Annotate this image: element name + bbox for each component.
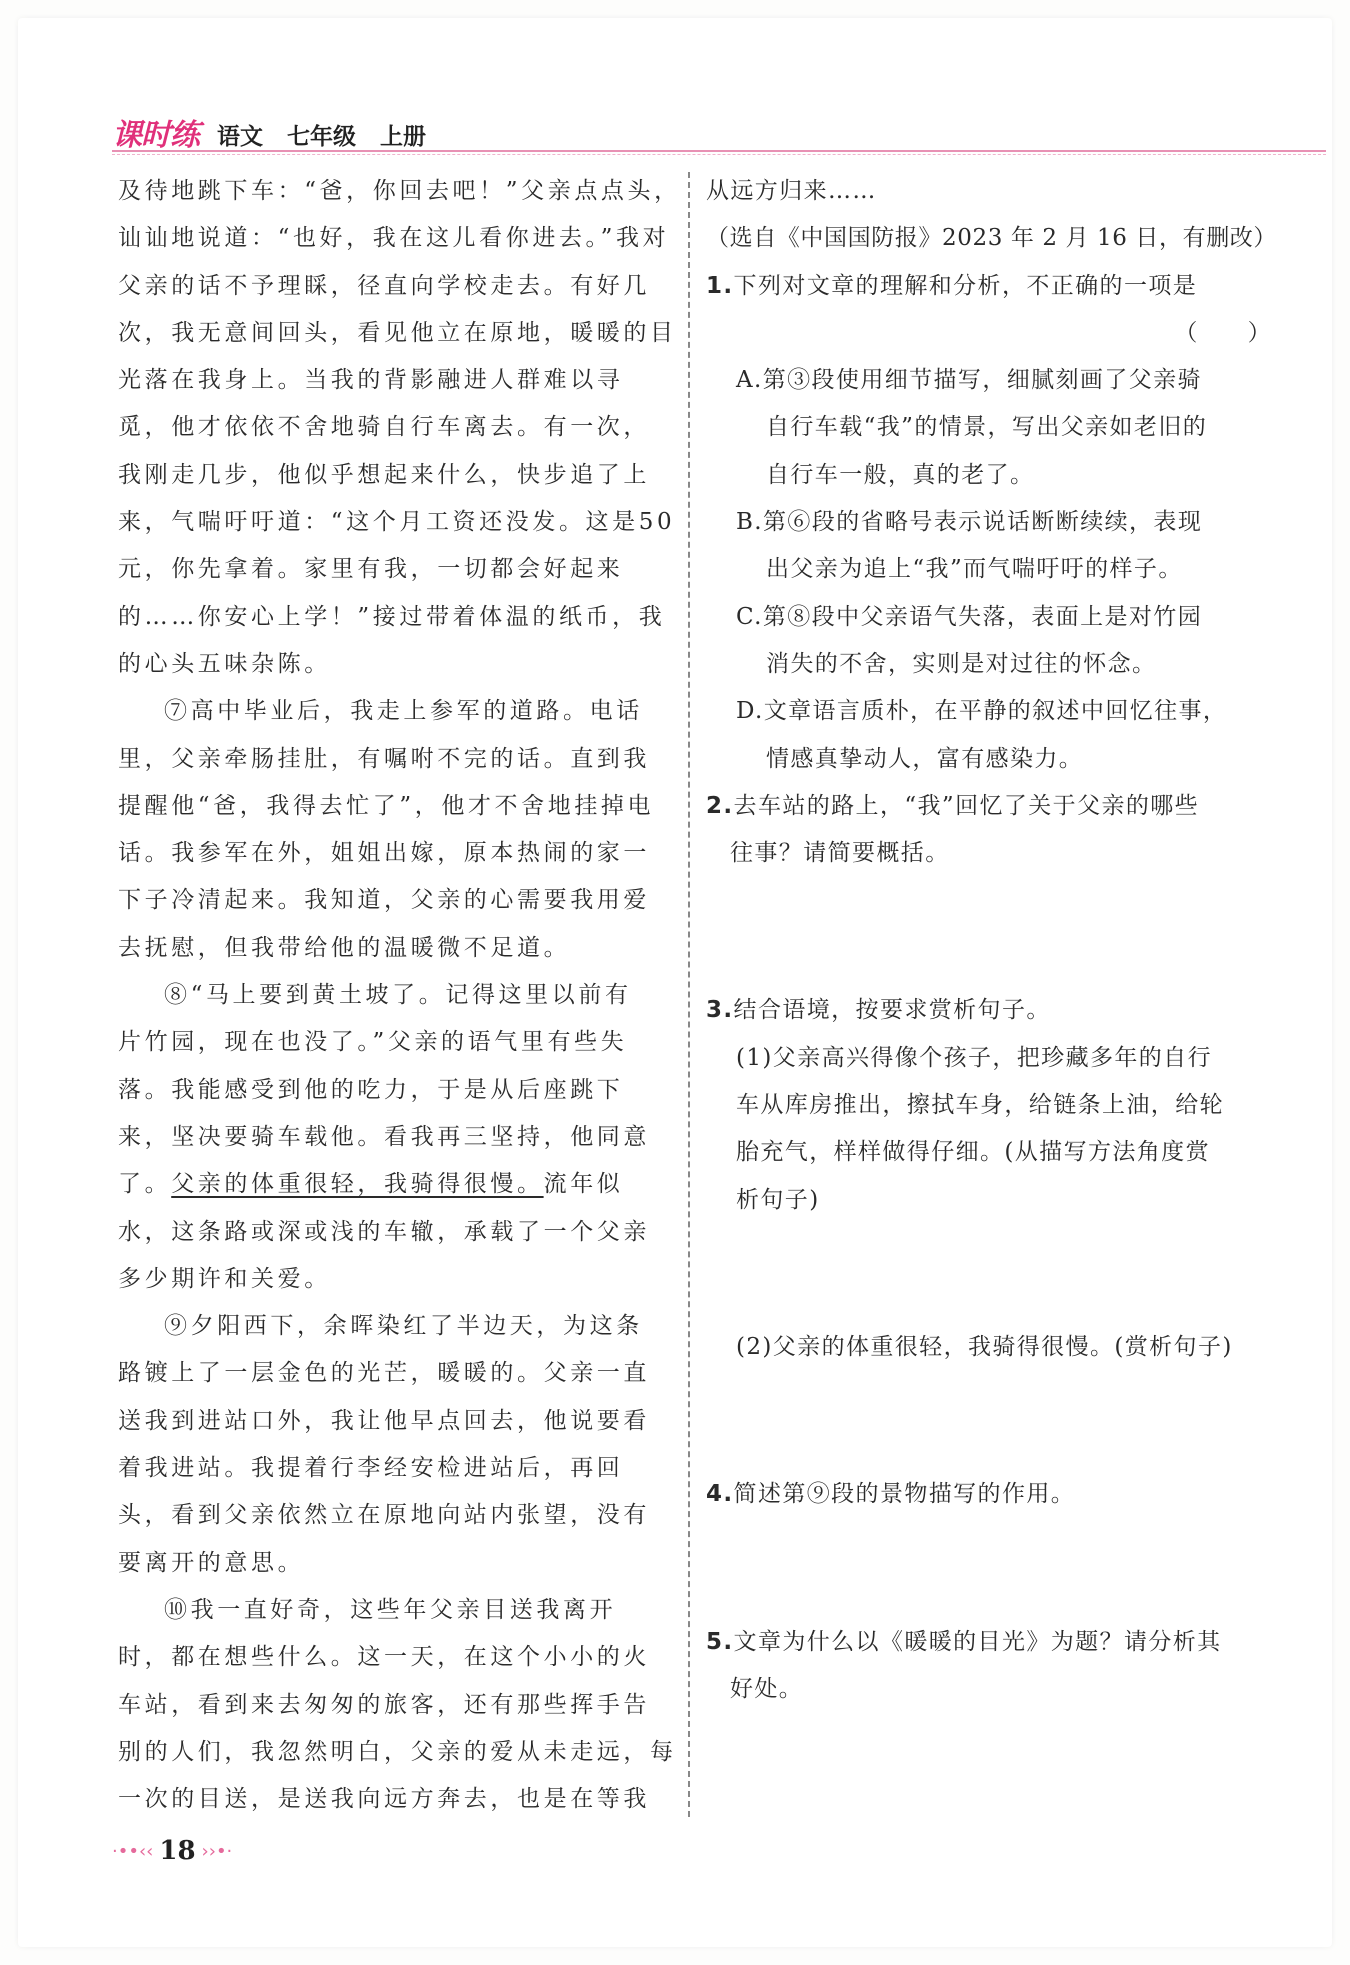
questions-column xyxy=(706,168,1278,1713)
text-line: 觅，他才依依不舍地骑自行车离去。有一次， xyxy=(118,414,650,441)
question-3: 3.结合语境，按要求赏析句子。 xyxy=(706,997,1051,1024)
page-footer xyxy=(112,1836,232,1866)
option-B[interactable] xyxy=(706,499,1278,594)
question-2: 2.去车站的路上，“我”回忆了关于父亲的哪些 xyxy=(706,792,1200,819)
article-source: （选自《中国国防报》2023 年 2 月 16 日，有删改） xyxy=(706,225,1277,252)
text-line: ⑨夕阳西下，余晖染红了半边天，为这条 xyxy=(164,1313,643,1340)
underlined-sentence: 父亲的体重很轻，我骑得很慢。 xyxy=(171,1171,544,1198)
option-line: B.第⑥段的省略号表示说话断断续续，表现 xyxy=(736,509,1203,536)
text-line: 的……你安心上学！”接过带着体温的纸币，我 xyxy=(118,603,666,630)
sub-question-line: 胎充气，样样做得仔细。(从描写方法角度赏 xyxy=(736,1139,1210,1166)
brand-logo: 课时练 xyxy=(112,118,199,153)
text-line: ⑦高中毕业后，我走上参军的道路。电话 xyxy=(164,698,643,725)
text-line: 路镀上了一层金色的光芒，暖暖的。父亲一直 xyxy=(118,1360,650,1387)
question-2-cont: 往事？请简要概括。 xyxy=(730,840,950,867)
sub-question-line: 车从库房推出，擦拭车身，给链条上油，给轮 xyxy=(736,1092,1224,1119)
option-C[interactable] xyxy=(706,594,1278,689)
option-line: 自行车载“我”的情景，写出父亲如老旧的 xyxy=(766,414,1208,441)
question-1-options xyxy=(706,357,1278,783)
question-5: 5.文章为什么以《暖暖的目光》为题？请分析其 xyxy=(706,1628,1222,1655)
text-line: 别的人们，我忽然明白，父亲的爱从未走远，每 xyxy=(118,1738,677,1765)
article-continuation: 从远方归来…… xyxy=(706,178,877,204)
text-line: 时，都在想些什么。这一天，在这个小小的火 xyxy=(118,1644,650,1671)
question-3-sub-1 xyxy=(706,1035,1278,1224)
text-line: 话。我参军在外，姐姐出嫁，原本热闹的家一 xyxy=(118,840,650,867)
text-line: 送我到进站口外，我让他早点回去，他说要看 xyxy=(118,1407,650,1434)
text-line: 元，你先拿着。家里有我，一切都会好起来 xyxy=(118,556,624,583)
text-line: 及待地跳下车：“爸，你回去吧！”父亲点点头， xyxy=(118,178,681,204)
text-line: 着我进站。我提着行李经安检进站后，再回 xyxy=(118,1455,624,1482)
decor-dots-icon: ·••‹‹ xyxy=(112,1840,154,1862)
text-line: ⑩我一直好奇，这些年父亲目送我离开 xyxy=(164,1596,617,1623)
text-line: 多少期许和关爱。 xyxy=(118,1265,331,1292)
option-D[interactable] xyxy=(706,688,1278,783)
text-line: 讪讪地说道：“也好，我在这儿看你进去。”我对 xyxy=(118,225,670,252)
grade-label: 七年级 xyxy=(287,124,356,150)
paragraph-7 xyxy=(118,688,674,972)
question-3-sub-2: (2)父亲的体重很轻，我骑得很慢。(赏析句子) xyxy=(736,1333,1233,1360)
text-line: 来，气喘吁吁道：“这个月工资还没发。这是50 xyxy=(118,509,676,536)
text-line: 去抚慰，但我带给他的温暖微不足道。 xyxy=(118,934,571,961)
decor-dots-icon: ››•· xyxy=(201,1840,233,1862)
question-4: 4.简述第⑨段的景物描写的作用。 xyxy=(706,1481,1076,1508)
text-line: 水，这条路或深或浅的车辙，承载了一个父亲 xyxy=(118,1218,650,1245)
sub-question-line: (1)父亲高兴得像个孩子，把珍藏多年的自行 xyxy=(736,1044,1212,1071)
text-line: 片竹园，现在也没了。”父亲的语气里有些失 xyxy=(118,1029,628,1056)
paragraph-6 xyxy=(118,168,681,688)
header-divider xyxy=(112,150,1326,152)
text-line: 要离开的意思。 xyxy=(118,1549,305,1576)
answer-blank[interactable]: （ ） xyxy=(1174,319,1272,346)
volume-label: 上册 xyxy=(380,124,426,150)
answer-space-3-1[interactable] xyxy=(706,1224,1278,1324)
paragraph-10 xyxy=(118,1587,677,1823)
option-line: 消失的不舍，实则是对过往的怀念。 xyxy=(766,650,1157,677)
answer-space-3-2[interactable] xyxy=(706,1371,1278,1471)
subject-label: 语文 xyxy=(217,124,263,150)
column-divider xyxy=(688,172,690,1817)
header-divider-dashed xyxy=(112,154,1326,155)
sub-question-line: 析句子) xyxy=(736,1186,820,1213)
paragraph-8-rest xyxy=(118,1209,674,1304)
option-line: A.第③段使用细节描写，细腻刻画了父亲骑 xyxy=(736,367,1202,394)
question-5-cont: 好处。 xyxy=(730,1675,804,1702)
text-line: 光落在我身上。当我的背影融进人群难以寻 xyxy=(118,367,624,394)
option-A[interactable] xyxy=(706,357,1278,499)
text-line: 里，父亲牵肠挂肚，有嘱咐不完的话。直到我 xyxy=(118,745,650,772)
answer-space-2[interactable] xyxy=(706,877,1278,987)
page-header xyxy=(112,112,450,154)
option-line: 出父亲为追上“我”而气喘吁吁的样子。 xyxy=(766,556,1183,583)
text-line: 一次的目送，是送我向远方奔去，也是在等我 xyxy=(118,1786,650,1813)
option-line: D.文章语言质朴，在平静的叙述中回忆往事， xyxy=(736,698,1228,725)
answer-space-4[interactable] xyxy=(706,1519,1278,1619)
option-line: 自行车一般，真的老了。 xyxy=(766,461,1035,488)
option-line: 情感真挚动人，富有感染力。 xyxy=(766,745,1084,772)
text-line: 车站，看到来去匆匆的旅客，还有那些挥手告 xyxy=(118,1691,650,1718)
text-line: 提醒他“爸，我得去忙了”，他才不舍地挂掉电 xyxy=(118,792,655,819)
option-line: C.第⑧段中父亲语气失落，表面上是对竹园 xyxy=(736,603,1203,630)
page-number: 18 xyxy=(159,1836,196,1866)
text-line: 的心头五味杂陈。 xyxy=(118,650,331,677)
paragraph-8 xyxy=(118,972,674,1161)
text-line: 下子冷清起来。我知道，父亲的心需要我用爱 xyxy=(118,887,650,914)
paragraph-9 xyxy=(118,1303,674,1587)
text-line: 次，我无意间回头，看见他立在原地，暖暖的目 xyxy=(118,319,677,346)
text-line: 头，看到父亲依然立在原地向站内张望，没有 xyxy=(118,1502,650,1529)
text-line: 来，坚决要骑车载他。看我再三坚持，他同意 xyxy=(118,1123,650,1150)
question-1: 1.下列对文章的理解和分析，不正确的一项是 xyxy=(706,272,1198,299)
text-line: 父亲的话不予理睬，径直向学校走去。有好几 xyxy=(118,272,650,299)
article-column xyxy=(118,168,681,1823)
paragraph-8-underline-line: 了。父亲的体重很轻，我骑得很慢。流年似 xyxy=(118,1171,624,1198)
text-line: ⑧“马上要到黄土坡了。记得这里以前有 xyxy=(164,982,632,1009)
text-line: 我刚走几步，他似乎想起来什么，快步追了上 xyxy=(118,461,650,488)
text-line: 落。我能感受到他的吃力，于是从后座跳下 xyxy=(118,1076,624,1103)
